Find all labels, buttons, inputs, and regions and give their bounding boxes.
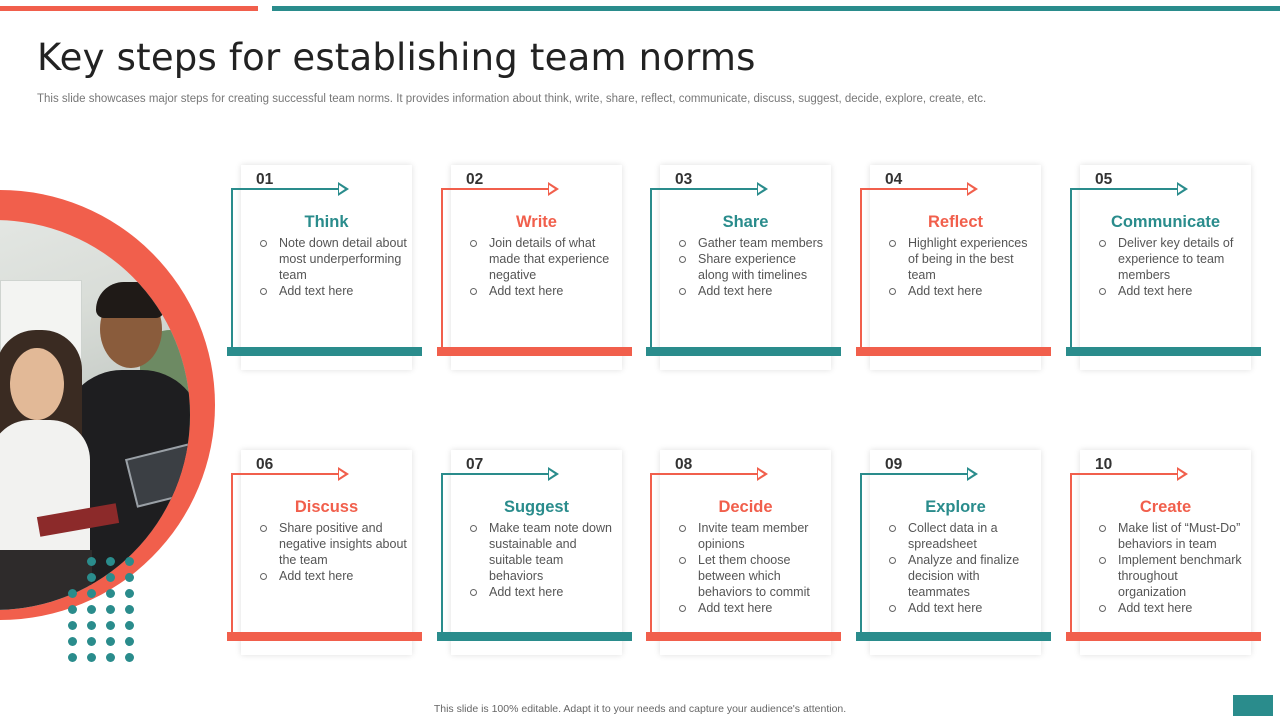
- connector-line: [1070, 188, 1180, 190]
- step-points: [678, 520, 828, 616]
- footer-note: This slide is 100% editable. Adapt it to your needs and capture your audience's attention.: [433, 703, 847, 715]
- step-point: Add text here: [1098, 283, 1248, 299]
- step-title: Create: [1139, 498, 1192, 516]
- step-card-02: [451, 165, 622, 370]
- dot: [125, 621, 134, 630]
- card-bottom-bar: [856, 347, 1051, 356]
- dot: [68, 637, 77, 646]
- connector-line: [1070, 188, 1072, 350]
- connector-line: [441, 188, 443, 350]
- step-number: 09: [885, 456, 903, 473]
- dot: [87, 653, 96, 662]
- step-card-07: [451, 450, 622, 655]
- dot: [68, 589, 77, 598]
- step-point: Deliver key details of experience to team members: [1098, 235, 1248, 283]
- dot: [106, 557, 115, 566]
- step-title: Discuss: [294, 498, 359, 516]
- step-points: [888, 235, 1038, 299]
- step-point: Note down detail about most underperforming team: [259, 235, 409, 283]
- step-points: [259, 520, 409, 584]
- step-card-10: [1080, 450, 1251, 655]
- step-card-04: [870, 165, 1041, 370]
- step-points: [1098, 520, 1248, 616]
- connector-line: [231, 188, 341, 190]
- step-point: Add text here: [469, 584, 619, 600]
- dot: [68, 605, 77, 614]
- step-number: 02: [466, 171, 484, 188]
- step-card-03: [660, 165, 831, 370]
- arrow-right-icon: [338, 182, 349, 196]
- connector-line: [441, 473, 551, 475]
- arrow-right-icon: [338, 467, 349, 481]
- connector-line: [860, 473, 970, 475]
- dot: [68, 653, 77, 662]
- step-title: Reflect: [927, 213, 984, 231]
- dot: [68, 621, 77, 630]
- step-point: Add text here: [1098, 600, 1248, 616]
- step-card-06: [241, 450, 412, 655]
- connector-line: [860, 188, 862, 350]
- step-point: Collect data in a spreadsheet: [888, 520, 1038, 552]
- connector-line: [650, 473, 760, 475]
- step-point: Share positive and negative insights about the team: [259, 520, 409, 568]
- step-point: Add text here: [469, 283, 619, 299]
- step-card-01: [241, 165, 412, 370]
- step-point: Make list of “Must-Do” behaviors in team: [1098, 520, 1248, 552]
- step-point: Add text here: [888, 283, 1038, 299]
- step-number: 04: [885, 171, 903, 188]
- step-title: Share: [722, 213, 769, 231]
- arrow-right-icon: [548, 467, 559, 481]
- dot: [125, 653, 134, 662]
- card-bottom-bar: [646, 347, 841, 356]
- step-point: Add text here: [678, 600, 828, 616]
- step-card-09: [870, 450, 1041, 655]
- arrow-right-icon: [967, 182, 978, 196]
- page-subtitle: This slide showcases major steps for creating successful team norms. It provides information about think, write, share, reflect, communicate, discuss, suggest, decide, explore, create, etc.: [37, 93, 987, 105]
- step-title: Write: [516, 213, 557, 231]
- step-points: [469, 520, 619, 600]
- step-point: Let them choose between which behaviors to commit: [678, 552, 828, 600]
- dot: [106, 621, 115, 630]
- card-bottom-bar: [1066, 632, 1261, 641]
- card-bottom-bar: [227, 347, 422, 356]
- step-points: [888, 520, 1038, 616]
- top-accent-bar-red: [0, 6, 258, 11]
- dot: [125, 605, 134, 614]
- step-number: 06: [256, 456, 274, 473]
- step-number: 01: [256, 171, 274, 188]
- dot: [125, 557, 134, 566]
- decorative-dot-grid: [68, 557, 134, 667]
- dot: [87, 637, 96, 646]
- card-bottom-bar: [227, 632, 422, 641]
- page-title: Key steps for establishing team norms: [37, 36, 756, 79]
- step-number: 10: [1095, 456, 1113, 473]
- card-bottom-bar: [856, 632, 1051, 641]
- connector-line: [650, 188, 652, 350]
- connector-line: [231, 473, 341, 475]
- connector-line: [1070, 473, 1180, 475]
- step-title: Decide: [718, 498, 773, 516]
- dot: [106, 637, 115, 646]
- arrow-right-icon: [1177, 467, 1188, 481]
- step-title: Explore: [925, 498, 986, 516]
- step-point: Add text here: [259, 568, 409, 584]
- dot: [87, 573, 96, 582]
- step-point: Share experience along with timelines: [678, 251, 828, 283]
- arrow-right-icon: [757, 182, 768, 196]
- step-points: [678, 235, 828, 299]
- arrow-right-icon: [757, 467, 768, 481]
- step-title: Suggest: [503, 498, 570, 516]
- step-number: 07: [466, 456, 484, 473]
- dot: [87, 605, 96, 614]
- dot: [106, 573, 115, 582]
- step-title: Think: [304, 213, 349, 231]
- card-bottom-bar: [437, 347, 632, 356]
- step-number: 05: [1095, 171, 1113, 188]
- step-point: Implement benchmark throughout organization: [1098, 552, 1248, 600]
- step-point: Make team note down sustainable and suitable team behaviors: [469, 520, 619, 584]
- connector-line: [441, 473, 443, 635]
- dot: [106, 605, 115, 614]
- dot: [106, 589, 115, 598]
- dot: [87, 621, 96, 630]
- step-point: Join details of what made that experience negative: [469, 235, 619, 283]
- step-card-05: [1080, 165, 1251, 370]
- connector-line: [650, 188, 760, 190]
- dot: [106, 653, 115, 662]
- step-card-08: [660, 450, 831, 655]
- connector-line: [231, 473, 233, 635]
- card-bottom-bar: [437, 632, 632, 641]
- connector-line: [860, 473, 862, 635]
- step-number: 08: [675, 456, 693, 473]
- connector-line: [441, 188, 551, 190]
- arrow-right-icon: [967, 467, 978, 481]
- step-points: [1098, 235, 1248, 299]
- arrow-right-icon: [1177, 182, 1188, 196]
- step-points: [259, 235, 409, 299]
- connector-line: [231, 188, 233, 350]
- dot: [125, 589, 134, 598]
- step-point: Highlight experiences of being in the best team: [888, 235, 1038, 283]
- step-point: Add text here: [259, 283, 409, 299]
- card-bottom-bar: [1066, 347, 1261, 356]
- corner-accent: [1233, 695, 1273, 716]
- dot: [125, 637, 134, 646]
- step-point: Add text here: [888, 600, 1038, 616]
- step-point: Gather team members: [678, 235, 828, 251]
- step-point: Analyze and finalize decision with teammates: [888, 552, 1038, 600]
- step-number: 03: [675, 171, 693, 188]
- step-point: Invite team member opinions: [678, 520, 828, 552]
- step-point: Add text here: [678, 283, 828, 299]
- top-accent-bar-teal: [272, 6, 1280, 11]
- connector-line: [1070, 473, 1072, 635]
- dot: [87, 557, 96, 566]
- card-bottom-bar: [646, 632, 841, 641]
- arrow-right-icon: [548, 182, 559, 196]
- dot: [125, 573, 134, 582]
- step-points: [469, 235, 619, 299]
- connector-line: [650, 473, 652, 635]
- dot: [87, 589, 96, 598]
- connector-line: [860, 188, 970, 190]
- step-title: Communicate: [1110, 213, 1221, 231]
